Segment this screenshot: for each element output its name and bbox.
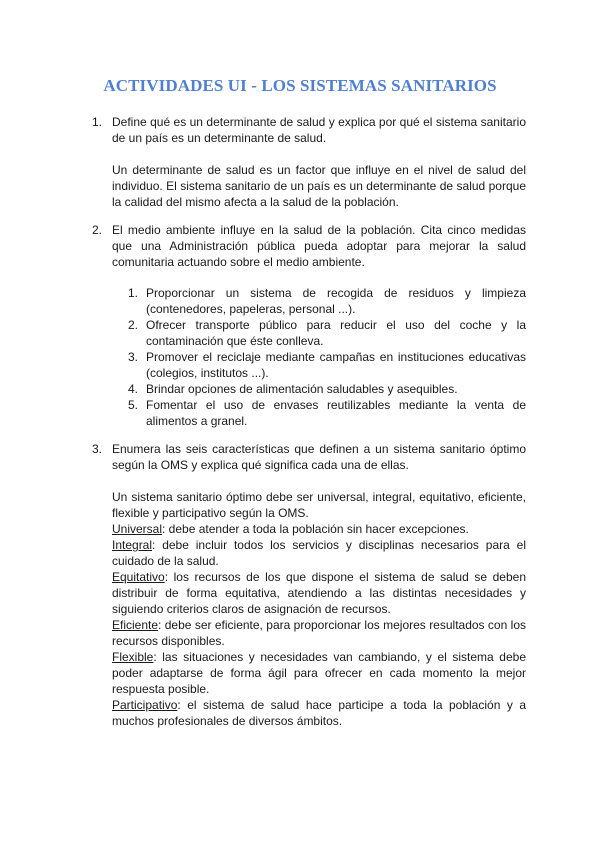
question-2-number: 2. — [92, 223, 103, 237]
list-item-number: 4. — [128, 382, 139, 396]
question-3-prompt: Enumera las seis características que definen a un sistema sanitario óptimo según la OMS y explica qué significa cada una de ellas. — [112, 442, 526, 472]
measures-list — [128, 285, 526, 429]
question-3-number: 3. — [92, 442, 103, 456]
characteristic-term: Integral — [112, 538, 153, 552]
characteristic-integral — [112, 537, 526, 569]
list-item-number: 1. — [128, 286, 139, 300]
characteristic-definition: : debe atender a toda la población sin hacer excepciones. — [162, 522, 469, 536]
characteristic-term: Participativo — [112, 698, 178, 712]
question-1-answer: Un determinante de salud es un factor que influye en el nivel de salud del individuo. El sistema sanitario de un país es un determinante de salud porque la calidad del mismo afecta a la salud de la población. — [112, 163, 526, 209]
list-item-number: 2. — [128, 318, 139, 332]
characteristic-definition: : debe ser eficiente, para proporcionar los mejores resultados con los recursos disponibles. — [112, 618, 526, 648]
list-item-text: Ofrecer transporte público para reducir el uso del coche y la contaminación que éste conlleva. — [146, 318, 526, 348]
question-2-prompt: El medio ambiente influye en la salud de la población. Cita cinco medidas que una Administración pública pueda adoptar para mejorar la salud comunitaria actuando sobre el medio ambiente. — [112, 223, 526, 269]
characteristic-term: Eficiente — [112, 618, 159, 632]
list-item — [128, 349, 526, 381]
list-item-number: 5. — [128, 398, 139, 412]
list-item-number: 3. — [128, 350, 139, 364]
list-item — [128, 317, 526, 349]
list-item-text: Brindar opciones de alimentación saludables y asequibles. — [146, 382, 458, 396]
list-item — [128, 381, 526, 397]
question-1-number: 1. — [92, 115, 103, 129]
question-1-prompt: Define qué es un determinante de salud y explica por qué el sistema sanitario de un país es un determinante de salud. — [112, 115, 526, 145]
characteristic-eficiente — [112, 617, 526, 649]
list-item-text: Promover el reciclaje mediante campañas en instituciones educativas (colegios, institutos ...). — [146, 350, 526, 380]
list-item — [128, 285, 526, 317]
characteristic-definition: : las situaciones y necesidades van cambiando, y el sistema debe poder adaptarse de forma ágil para ofrecer en cada momento la mejor respuesta posible. — [112, 650, 526, 696]
page-title: ACTIVIDADES UI - LOS SISTEMAS SANITARIOS — [103, 76, 497, 95]
characteristic-term: Universal — [112, 522, 163, 536]
characteristic-definition: : los recursos de los que dispone el sistema de salud se deben distribuir de forma equitativa, atendiendo a las distintas necesidades y siguiendo criterios claros de asignación de recursos. — [112, 570, 526, 616]
characteristic-universal — [112, 521, 526, 537]
characteristic-equitativo — [112, 569, 526, 617]
characteristic-participativo — [112, 697, 526, 729]
characteristic-term: Equitativo — [112, 570, 165, 584]
list-item-text: Fomentar el uso de envases reutilizables mediante la venta de alimentos a granel. — [146, 398, 526, 428]
characteristic-flexible — [112, 649, 526, 697]
list-item-text: Proporcionar un sistema de recogida de residuos y limpieza (contenedores, papeleras, personal ...). — [146, 286, 526, 316]
question-3-answer — [112, 489, 526, 729]
list-item — [128, 397, 526, 429]
characteristic-term: Flexible — [112, 650, 154, 664]
characteristic-definition: : el sistema de salud hace participe a toda la población y a muchos profesionales de diversos ámbitos. — [112, 698, 526, 728]
characteristic-definition: : debe incluir todos los servicios y disciplinas necesarios para el cuidado de la salud. — [112, 538, 526, 568]
question-3-intro: Un sistema sanitario óptimo debe ser universal, integral, equitativo, eficiente, flexible y participativo según la OMS. — [112, 490, 526, 520]
